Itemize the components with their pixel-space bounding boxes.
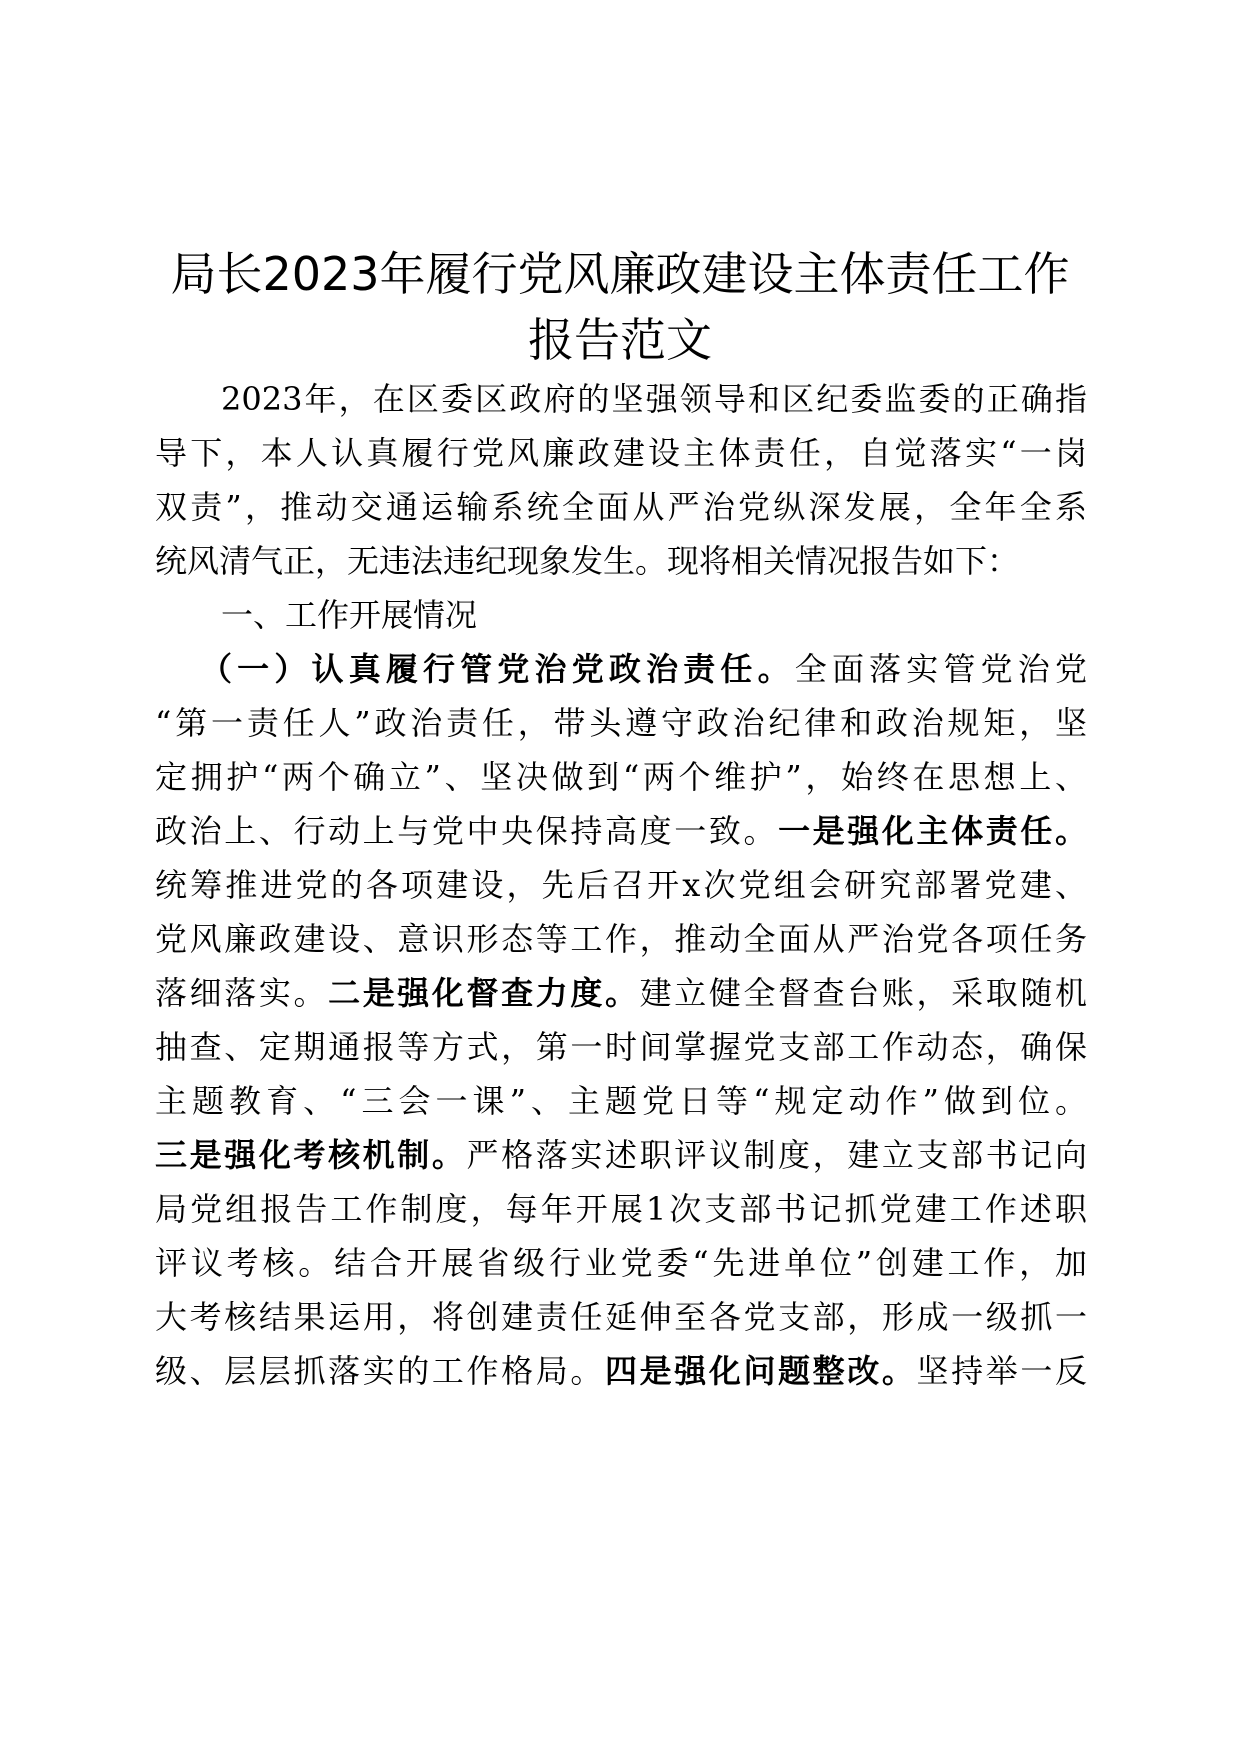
intro-line-1: 2023年，在区委区政府的坚强领导和区纪委监委的正确指 bbox=[221, 380, 1087, 418]
intro-line-3: 双责”，推动交通运输系统全面从严治党纵深发展，全年全系 bbox=[155, 488, 1087, 526]
para1-line-14: 级、层层抓落实的工作格局。四是强化问题整改。坚持举一反 bbox=[155, 1352, 1087, 1390]
para1-line-10: 三是强化考核机制。严格落实述职评议制度，建立支部书记向 bbox=[155, 1136, 1087, 1174]
para1-line-11: 局党组报告工作制度，每年开展1次支部书记抓党建工作述职 bbox=[155, 1190, 1087, 1228]
intro-line-2: 导下，本人认真履行党风廉政建设主体责任，自觉落实“一岗 bbox=[155, 434, 1087, 472]
para1-line-1: （一）认真履行管党治党政治责任。全面落实管党治党 bbox=[200, 650, 1087, 688]
para1-line-8: 抽查、定期通报等方式，第一时间掌握党支部工作动态，确保 bbox=[155, 1028, 1087, 1066]
para1-line-9: 主题教育、“三会一课”、主题党日等“规定动作”做到位。 bbox=[155, 1082, 1087, 1120]
point-4-heading: 四是强化问题整改。 bbox=[604, 1352, 917, 1390]
point-1-heading: 一是强化主体责任。 bbox=[778, 812, 1087, 850]
intro-line-4: 统风清气正，无违法违纪现象发生。现将相关情况报告如下： bbox=[155, 542, 1020, 580]
para1-line-6: 党风廉政建设、意识形态等工作，推动全面从严治党各项任务 bbox=[155, 920, 1087, 958]
para1-line-13: 大考核结果运用，将创建责任延伸至各党支部，形成一级抓一 bbox=[155, 1298, 1087, 1336]
para1-line-12: 评议考核。结合开展省级行业党委“先进单位”创建工作，加 bbox=[155, 1244, 1087, 1282]
para1-line-7: 落细落实。二是强化督查力度。建立健全督查台账，采取随机 bbox=[155, 974, 1087, 1012]
document-title-line-2: 报告范文 bbox=[528, 313, 712, 367]
para1-line-5: 统筹推进党的各项建设，先后召开x次党组会研究部署党建、 bbox=[155, 866, 1087, 904]
point-3-heading: 三是强化考核机制。 bbox=[155, 1136, 467, 1174]
para1-line-2: “第一责任人”政治责任，带头遵守政治纪律和政治规矩，坚 bbox=[155, 704, 1087, 742]
section-heading: 一、工作开展情况 bbox=[221, 596, 478, 634]
subheading-1: （一）认真履行管党治党政治责任。 bbox=[200, 650, 795, 688]
point-2-heading: 二是强化督查力度。 bbox=[328, 974, 640, 1012]
para1-line-3: 定拥护“两个确立”、坚决做到“两个维护”，始终在思想上、 bbox=[155, 758, 1087, 796]
para1-line-4: 政治上、行动上与党中央保持高度一致。一是强化主体责任。 bbox=[155, 812, 1087, 850]
document-title-line-1: 局长2023年履行党风廉政建设主体责任工作 bbox=[170, 247, 1070, 301]
